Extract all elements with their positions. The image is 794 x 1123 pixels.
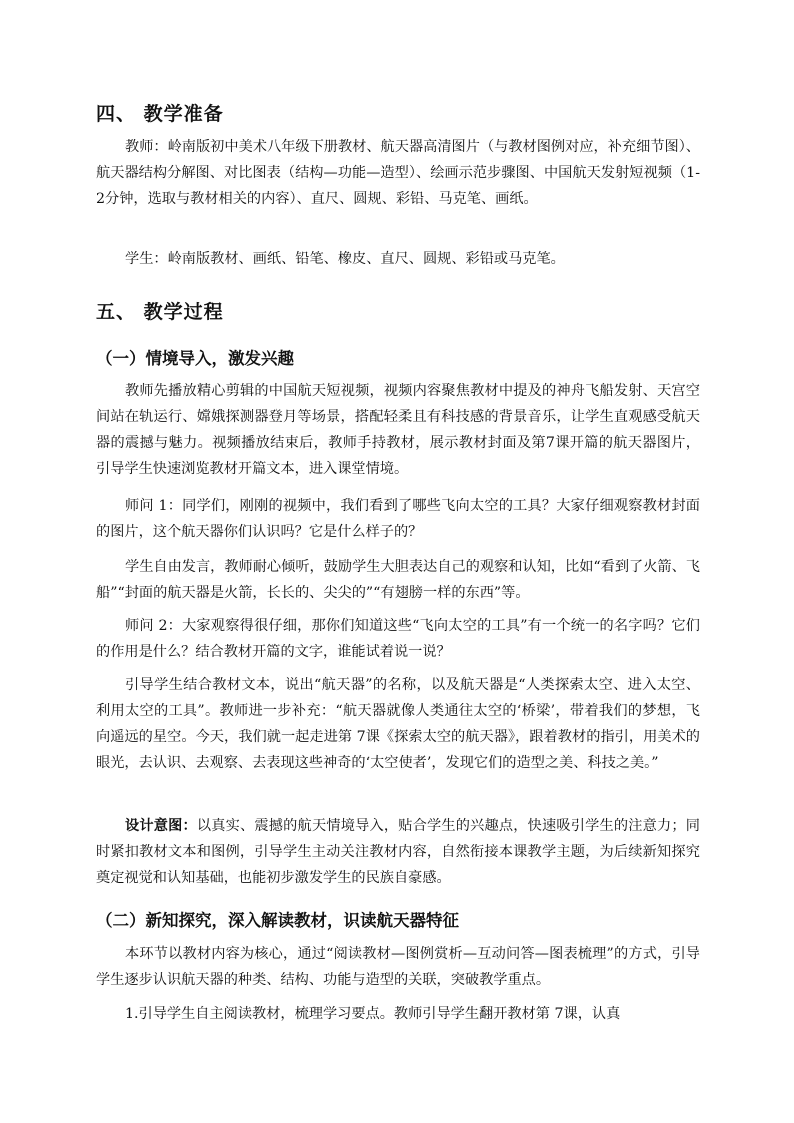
subsection-title-introduction: （一）情境导入，激发兴趣	[96, 349, 294, 368]
paragraph-design-intent	[96, 813, 700, 891]
paragraph-spacecraft-explanation: 引导学生结合教材文本，说出“航天器”的名称，以及航天器是“人类探索太空、进入太空、利用太空的工具”。教师进一步补充：“航天器就像人类通往太空的‘桥梁’，带着我们的梦想，飞向遥远的星空。今天，我们就一起走进第 7课《探索太空的航天器》，跟着教材的指引，用美术的眼光，去认识、去观察、去表现这些神奇的‘太空使者’，发现它们的造型之美、科技之美。”	[96, 677, 700, 771]
paragraph-student-materials: 学生：岭南版教材、画纸、铅笔、橡皮、直尺、圆规、彩铅或马克笔。	[125, 251, 565, 267]
paragraph-reading-guide: 1.引导学生自主阅读教材，梳理学习要点。教师引导学生翻开教材第 7课，认真	[125, 1006, 621, 1022]
paragraph-student-answers: 学生自由发言，教师耐心倾听，鼓励学生大胆表达自己的观察和认知，比如“看到了火箭、飞船”“封面的航天器是火箭，长长的、尖尖的”“有翅膀一样的东西”等。	[96, 559, 700, 601]
design-intent-text: 以真实、震撼的航天情境导入，贴合学生的兴趣点，快速吸引学生的注意力；同时紧扣教材文本和图例，引导学生主动关注教材内容，自然衔接本课教学主题，为后续新知探究奠定视觉和认知基础，也能初步激发学生的民族自豪感。	[96, 818, 700, 886]
section-title-preparation: 四、 教学准备	[96, 103, 224, 125]
subsection-title-exploration: （二）新知探究，深入解读教材，识读航天器特征	[96, 911, 459, 930]
paragraph-teacher-question-1: 师问 1：同学们，刚刚的视频中，我们看到了哪些飞向太空的工具？大家仔细观察教材封面的图片，这个航天器你们认识吗？它是什么样子的？	[96, 498, 700, 540]
paragraph-introduction-video: 教师先播放精心剪辑的中国航天短视频，视频内容聚焦教材中提及的神舟飞船发射、天宫空间站在轨运行、嫦娥探测器登月等场景，搭配轻柔且有科技感的背景音乐，让学生直观感受航天器的震撼与魅力。视频播放结束后，教师手持教材，展示教材封面及第7课开篇的航天器图片，引导学生快速浏览教材开篇文本，进入课堂情境。	[96, 383, 700, 477]
design-intent-label: 设计意图：	[125, 818, 197, 834]
paragraph-teacher-question-2: 师问 2：大家观察得很仔细，那你们知道这些“飞向太空的工具”有一个统一的名字吗？它们的作用是什么？结合教材开篇的文字，谁能试着说一说？	[96, 618, 700, 660]
paragraph-exploration-overview: 本环节以教材内容为核心，通过“阅读教材—图例赏析—互动问答—图表梳理”的方式，引导学生逐步认识航天器的种类、结构、功能与造型的关联，突破教学重点。	[96, 946, 700, 988]
section-title-process: 五、 教学过程	[96, 301, 224, 323]
paragraph-teacher-materials: 教师：岭南版初中美术八年级下册教材、航天器高清图片（与教材图例对应，补充细节图）、航天器结构分解图、对比图表（结构—功能—造型）、绘画示范步骤图、中国航天发射短视频（1-2分钟，选取与教材相关的内容）、直尺、圆规、彩铅、马克笔、画纸。	[96, 139, 700, 207]
